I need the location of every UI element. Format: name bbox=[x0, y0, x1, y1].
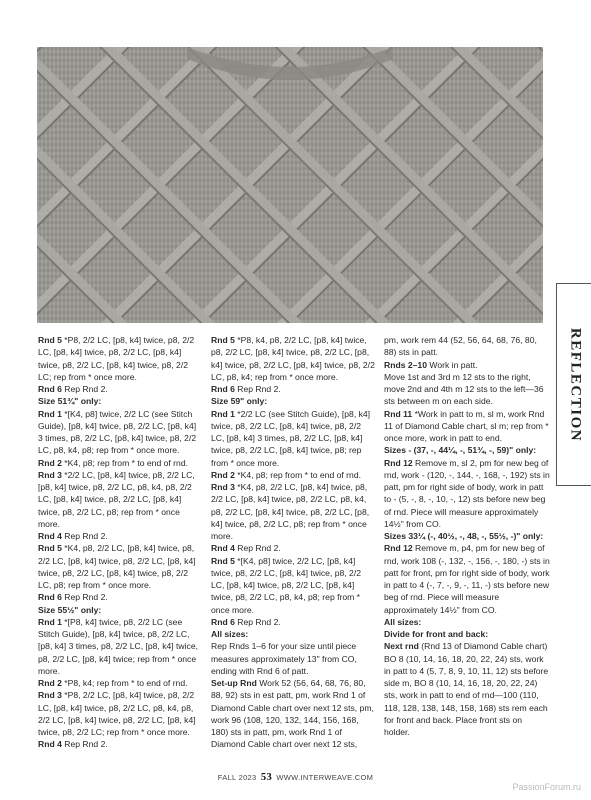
instruction-text: *Work in patt to m, sl m, work Rnd 11 of Diamond Cable chart, sl m; rep from * once more, work in patt to end. bbox=[384, 408, 549, 443]
instruction-text: Remove m, sl 2, pm for new beg of rnd, work - (120, -, 144, -, 168, -, 192) sts in patt, pm for right side of body, work in patt to - (5, -, 8, -, 10, -, 12) sts before new beg of rnd. Piece will measure approximately 14½" from CO. bbox=[384, 457, 550, 529]
section-tab-label: REFLECTION bbox=[567, 327, 583, 442]
instruction-line bbox=[384, 616, 550, 628]
issue-label: FALL 2023 bbox=[217, 773, 257, 782]
instruction-line bbox=[38, 334, 201, 383]
instruction-text: Work 52 (56, 64, 68, 76, 80, 88, 92) sts in est patt, pm, work Rnd 1 of Diamond Cable chart over next 12 sts, pm, work 96 (108, 120, 132, 144, 156, 168, 180) sts in patt, pm, work Rnd 1 of Diamond Cable chart over next 12 sts, bbox=[211, 678, 374, 750]
text-column-3 bbox=[384, 334, 550, 738]
instruction-line bbox=[384, 640, 550, 738]
instruction-line bbox=[38, 408, 201, 457]
instruction-text: Rep Rnd 2. bbox=[234, 543, 281, 554]
instruction-heading: Rnd 3 bbox=[38, 690, 62, 701]
instruction-line bbox=[211, 555, 375, 616]
instruction-heading: Rnd 2 bbox=[38, 457, 62, 468]
instruction-line bbox=[384, 359, 550, 371]
instruction-text: Rep Rnd 2. bbox=[234, 616, 281, 627]
instruction-line bbox=[38, 677, 201, 689]
instruction-heading: Rnd 5 bbox=[211, 555, 235, 566]
instruction-line bbox=[38, 591, 201, 603]
instruction-line bbox=[211, 395, 375, 407]
instruction-heading: Rnd 1 bbox=[38, 616, 62, 627]
instruction-line bbox=[38, 604, 201, 616]
instruction-heading: Rnd 12 bbox=[384, 457, 413, 468]
instruction-text: *[K4, p8] twice, 2/2 LC, [p8, k4] twice, p8, 2/2 LC, [p8, k4] twice, p8, 2/2 LC, [p8, k4] twice, p8, 2/2 LC, [p8, k4] twice, p8, 2/2 LC, p8, k4, p8; rep from * once more. bbox=[211, 555, 361, 615]
instruction-text: *K4, p8, 2/2 LC, [p8, k4] twice, p8, 2/2 LC, [p8, k4] twice, p8, 2/2 LC, p8, k4, p8, 2/2 LC, [p8, k4] twice, p8, 2/2 LC, [p8, k4] twice, p8, 2/2 LC, p8; rep from * once more. bbox=[211, 482, 370, 541]
instruction-line bbox=[38, 469, 201, 530]
instruction-heading: Sizes - (37, -, 44¼, -, 51¾, -, 59)" only: bbox=[384, 445, 537, 456]
instruction-text: *[P8, k4] twice, p8, 2/2 LC (see Stitch Guide), [p8, k4] twice, p8, 2/2 LC, [p8, k4] 3 times, p8, 2/2 LC, [p8, k4] twice, p8, 2/2 LC, [p8, k4] twice; rep from * once more. bbox=[38, 616, 199, 676]
instruction-line bbox=[384, 457, 550, 531]
watermark: PassionForum.ru bbox=[512, 782, 581, 792]
instruction-line bbox=[211, 383, 375, 395]
instruction-heading: Rnd 6 bbox=[211, 616, 235, 627]
instruction-heading: Rnd 5 bbox=[211, 335, 235, 345]
instruction-line bbox=[38, 542, 201, 591]
instruction-text: Rep Rnd 2. bbox=[61, 592, 108, 603]
site-url: WWW.INTERWEAVE.COM bbox=[276, 773, 374, 782]
instruction-heading: Rnd 3 bbox=[38, 469, 62, 480]
instruction-line bbox=[384, 334, 550, 359]
instruction-text: Work in patt. bbox=[427, 359, 478, 370]
instruction-line bbox=[38, 689, 201, 738]
instruction-line bbox=[38, 457, 201, 469]
instruction-line bbox=[211, 334, 375, 383]
section-tab bbox=[556, 283, 591, 486]
instruction-line bbox=[38, 738, 201, 750]
instruction-text: *P8, 2/2 LC, [p8, k4] twice, p8, 2/2 LC, [p8, k4] twice, p8, 2/2 LC, p8, k4, p8, 2/2 LC, [p8, k4] twice, p8, 2/2 LC, [p8, k4] twice, p8, 2/2 LC; rep from * once more. bbox=[38, 690, 196, 737]
instruction-heading: All sizes: bbox=[211, 629, 249, 639]
instruction-line bbox=[211, 616, 375, 628]
instruction-line bbox=[211, 481, 375, 542]
instruction-text: Rep Rnd 2. bbox=[61, 531, 108, 541]
instruction-text: (Rnd 13 of Diamond Cable chart) BO 8 (10, 14, 16, 18, 20, 22, 24) sts, work in patt to 4 (5, 7, 8, 9, 10, 11, 12) sts before side m, BO 8 (10, 14, 16, 18, 20, 22, 24) sts, work in patt to end of rnd—100 (110, 118, 128, 138, 148, 158, 168) sts rem each for front and back. Place front sts on holder. bbox=[384, 641, 549, 737]
instruction-line bbox=[211, 542, 375, 554]
instruction-text: *P8, k4, p8, 2/2 LC, [p8, k4] twice, p8, 2/2 LC, [p8, k4] twice, p8, 2/2 LC, [p8, k4] twice, p8, 2/2 LC, [p8, k4] twice, p8, 2/2 LC, p8, k4; rep from * once more. bbox=[211, 335, 375, 382]
instruction-line bbox=[38, 530, 201, 542]
instruction-heading: Divide for front and back: bbox=[384, 629, 489, 639]
instruction-text: Rep Rnd 2. bbox=[234, 384, 281, 394]
instruction-heading: Size 59" only: bbox=[211, 396, 268, 407]
instruction-line bbox=[384, 408, 550, 445]
instruction-text: Rep Rnd 2. bbox=[61, 384, 108, 394]
instruction-text: *P8, k4; rep from * to end of rnd. bbox=[61, 678, 188, 688]
instruction-text: *2/2 LC, [p8, k4] twice, p8, 2/2 LC, [p8, k4] twice, p8, 2/2 LC, p8, k4, p8, 2/2 LC, [p8, k4] twice, p8, 2/2 LC, [p8, k4] twice, p8, 2/2 LC, p8; rep from * once more. bbox=[38, 469, 195, 529]
instruction-text: *P8, 2/2 LC, [p8, k4] twice, p8, 2/2 LC, [p8, k4] twice, p8, 2/2 LC, [p8, k4] twice, p8, 2/2 LC, [p8, k4] twice, p8, 2/2 LC; rep from * once more. bbox=[38, 335, 195, 382]
cable-knit-texture bbox=[37, 47, 543, 323]
instruction-heading: Rnd 5 bbox=[38, 335, 62, 345]
instruction-text: Rep Rnds 1–6 for your size until piece measures approximately 13" from CO, ending with Rnd 6 of patt. bbox=[211, 641, 357, 676]
instruction-line bbox=[384, 444, 550, 456]
instruction-heading: Rnd 4 bbox=[38, 739, 62, 750]
instruction-text: pm, work rem 44 (52, 56, 64, 68, 76, 80, 88) sts in patt. bbox=[384, 335, 537, 358]
instruction-line bbox=[384, 371, 550, 408]
instruction-heading: Rnd 4 bbox=[211, 543, 235, 554]
instruction-line bbox=[211, 469, 375, 481]
instruction-line bbox=[384, 628, 550, 640]
instruction-heading: Rnd 5 bbox=[38, 543, 62, 554]
instruction-heading: Next rnd bbox=[384, 641, 419, 652]
instruction-heading: Size 55½" only: bbox=[38, 604, 102, 615]
text-column-1 bbox=[38, 334, 201, 751]
sweater-photo bbox=[37, 47, 543, 323]
instruction-line bbox=[211, 408, 375, 469]
instruction-heading: Rnd 1 bbox=[211, 408, 235, 419]
instruction-heading: Rnd 1 bbox=[38, 408, 62, 419]
instruction-text: *[K4, p8] twice, 2/2 LC (see Stitch Guide), [p8, k4] twice, p8, 2/2 LC, [p8, k4] 3 times, p8, 2/2 LC, [p8, k4] twice, p8, 2/2 LC, p8, k4, p8; rep from * once more. bbox=[38, 408, 197, 456]
instruction-line bbox=[38, 383, 201, 395]
instruction-heading: Rnd 2 bbox=[38, 678, 62, 688]
instruction-heading: Size 51¾" only: bbox=[38, 396, 102, 407]
instruction-text: *K4, p8; rep from * to end of rnd. bbox=[61, 457, 188, 468]
instruction-heading: Sizes 33¼ (-, 40½, -, 48, -, 55½, -)" only: bbox=[384, 531, 544, 541]
instruction-heading: Rnds 2–10 bbox=[384, 359, 427, 370]
instruction-line bbox=[38, 395, 201, 407]
instruction-heading: Rnd 3 bbox=[211, 482, 235, 492]
instruction-heading: Rnd 2 bbox=[211, 469, 235, 480]
instruction-line bbox=[38, 616, 201, 677]
instruction-text: Remove m, p4, pm for new beg of rnd, work 108 (-, 132, -, 156, -, 180, -) sts in patt for front, pm for right side of body, work in patt to 4 (-, 7, -, 9, -, 11, -) sts before new beg of rnd. Piece will measure approximately 14½" from CO. bbox=[384, 543, 550, 615]
instruction-line bbox=[211, 628, 375, 640]
instruction-text: *K4, p8, 2/2 LC, [p8, k4] twice, p8, 2/2 LC, [p8, k4] twice, p8, 2/2 LC, [p8, k4] twice, p8, 2/2 LC, [p8, k4] twice, p8, 2/2 LC, p8; rep from * once more. bbox=[38, 543, 196, 590]
instruction-line bbox=[211, 640, 375, 677]
page-number: 53 bbox=[260, 772, 272, 783]
instruction-text: Rep Rnd 2. bbox=[61, 739, 108, 750]
page-footer bbox=[0, 772, 591, 783]
instruction-text: *K4, p8; rep from * to end of rnd. bbox=[234, 469, 361, 480]
instruction-heading: Rnd 6 bbox=[38, 592, 62, 603]
instruction-line bbox=[384, 530, 550, 542]
instruction-heading: Rnd 4 bbox=[38, 531, 62, 541]
instruction-text: *2/2 LC (see Stitch Guide), [p8, k4] twice, p8, 2/2 LC, [p8, k4] twice, p8, 2/2 LC, [p8, k4] 3 times, p8, 2/2 LC, [p8, k4] twice, p8, 2/2 LC, [p8, k4] twice, p8; rep from * once more. bbox=[211, 408, 371, 468]
instruction-heading: Set-up Rnd bbox=[211, 678, 257, 688]
instruction-text: Move 1st and 3rd m 12 sts to the right, move 2nd and 4th m 12 sts to the left—36 sts between m on each side. bbox=[384, 371, 544, 407]
instruction-line bbox=[211, 677, 375, 751]
instruction-heading: Rnd 6 bbox=[211, 384, 235, 394]
instruction-heading: Rnd 12 bbox=[384, 543, 413, 554]
instruction-heading: Rnd 11 bbox=[384, 408, 413, 419]
text-column-2 bbox=[211, 334, 375, 751]
instruction-heading: All sizes: bbox=[384, 616, 422, 627]
instruction-heading: Rnd 6 bbox=[38, 384, 62, 394]
instruction-line bbox=[384, 542, 550, 616]
